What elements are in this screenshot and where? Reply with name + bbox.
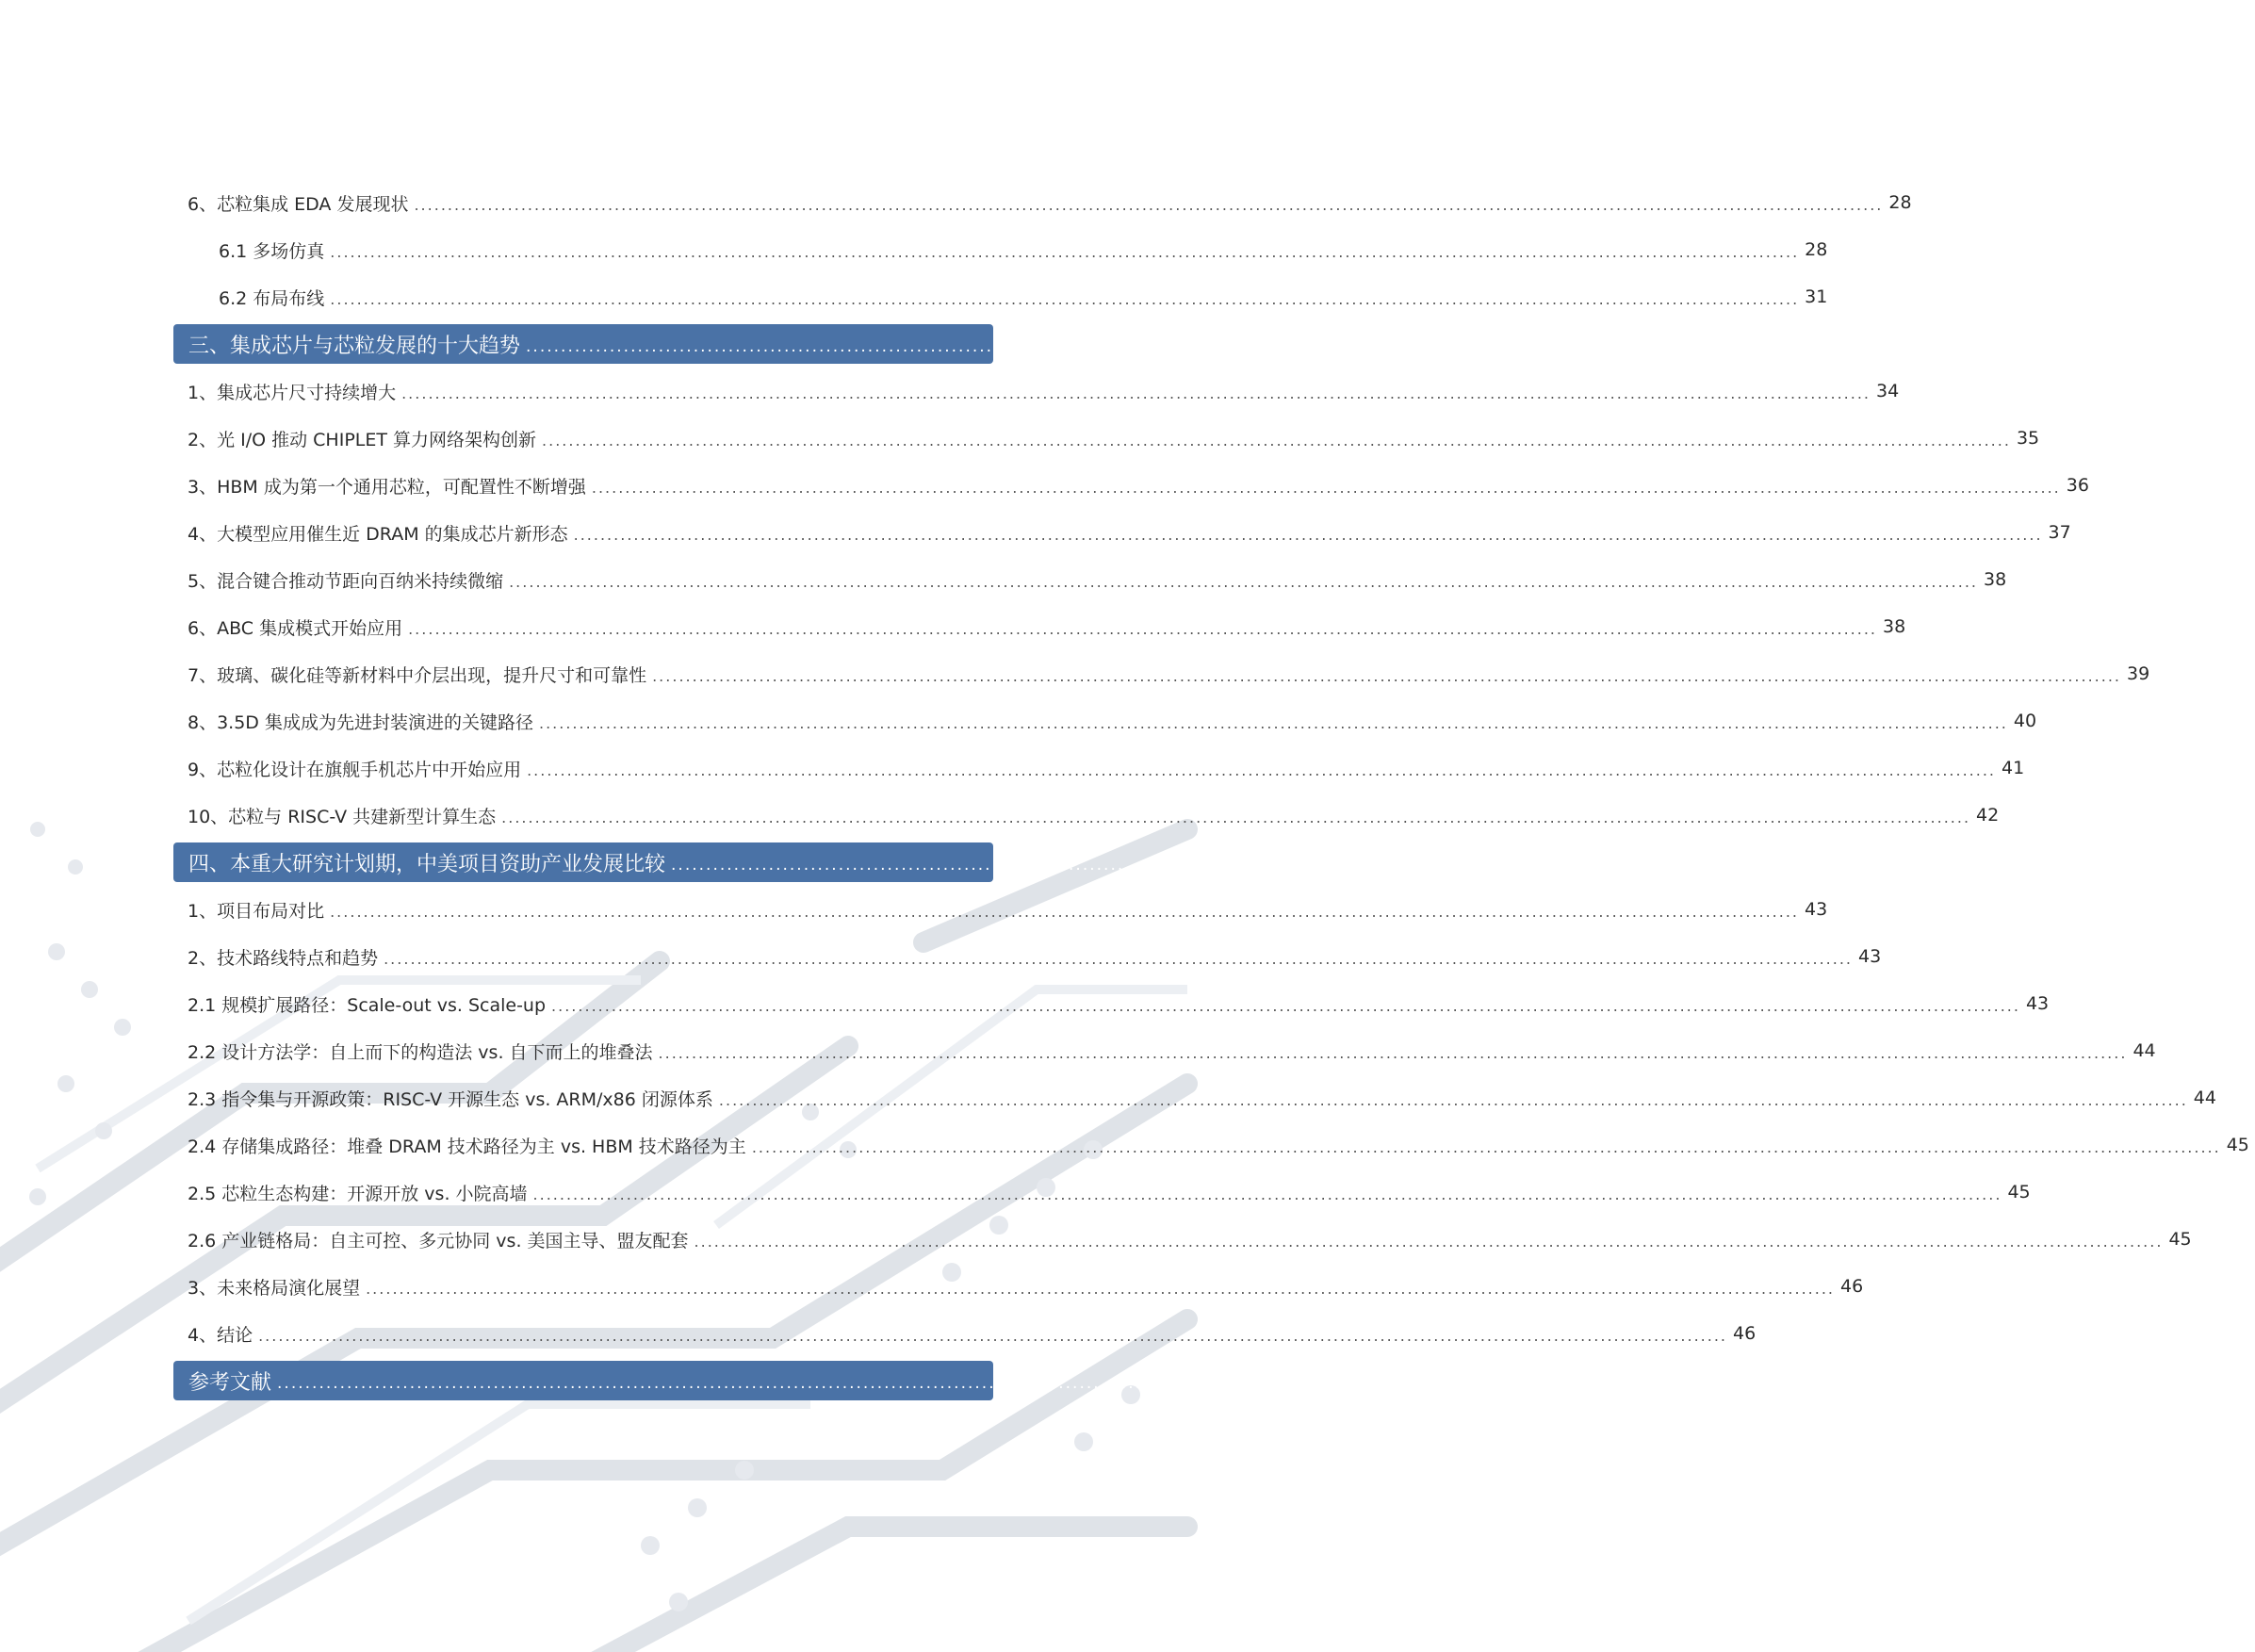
toc-entry[interactable] — [173, 1310, 1757, 1357]
toc-entry-title: 3、未来格局演化展望 — [188, 1277, 361, 1299]
toc-page-number: 47 — [1834, 1368, 1861, 1393]
toc-entry[interactable] — [173, 886, 1828, 933]
toc-entry[interactable] — [173, 1074, 2216, 1121]
toc-page-number: 43 — [1805, 899, 1828, 920]
toc-leader-dots: ............................................................................................................................................................................................................................ — [573, 526, 2043, 544]
toc-entry[interactable] — [173, 462, 2089, 509]
toc-leader-dots: ............................................................................................................................................................................................................................ — [509, 573, 1978, 591]
toc-page-number: 42 — [1976, 805, 2000, 826]
toc-leader-dots: ............................................................................................................................................................................................................................ — [384, 950, 1853, 968]
toc-entry-title: 4、大模型应用催生近 DRAM 的集成芯片新形态 — [188, 523, 568, 545]
toc-page-number: 31 — [1805, 286, 1828, 307]
toc-leader-dots: ............................................................................................................................................................................................................................ — [527, 761, 1996, 779]
toc-entry-title: 9、芯粒化设计在旗舰手机芯片中开始应用 — [188, 759, 522, 780]
toc-page-number: 38 — [1883, 616, 1906, 637]
toc-leader-dots: ............................................................................................................................................................................................................................ — [330, 903, 1799, 921]
toc-entry-title: 7、玻璃、碳化硅等新材料中介层出现，提升尺寸和可靠性 — [188, 664, 647, 686]
toc-entry[interactable] — [173, 226, 1828, 273]
toc-entry-title: 2.3 指令集与开源政策：RISC-V 开源生态 vs. ARM/x86 闭源体系 — [188, 1088, 713, 1110]
toc-page-number: 43 — [2025, 993, 2050, 1014]
toc-page-number: 41 — [2002, 758, 2025, 778]
toc-entry[interactable] — [173, 1263, 1864, 1310]
toc-entry-title: 6.1 多场仿真 — [219, 240, 325, 262]
toc-entry-title: 参考文献 — [188, 1370, 272, 1395]
toc-page-number: 28 — [1888, 192, 1912, 213]
toc-entry-title: 10、芯粒与 RISC-V 共建新型计算生态 — [188, 806, 497, 827]
toc-entry-title: 1、集成芯片尺寸持续增大 — [188, 382, 397, 403]
toc-page-number: 38 — [1984, 569, 2007, 590]
toc-leader-dots: ............................................................................................................................................................................................................................ — [542, 432, 2011, 450]
toc-page-number: 34 — [2083, 332, 2110, 356]
toc-leader-dots: ............................................................................................................................................................................................................................ — [414, 196, 1884, 214]
toc-page-number: 44 — [2132, 1040, 2156, 1061]
toc-leader-dots: ............................................................................................................................................................................................................................ — [408, 620, 1877, 638]
toc-entry-title: 8、3.5D 集成成为先进封装演进的关键路径 — [188, 712, 533, 733]
toc-entry[interactable] — [173, 744, 2025, 792]
toc-leader-dots: ............................................................................................................................................................................................................................ — [501, 809, 1971, 826]
toc-entry-title: 2、光 I/O 推动 CHIPLET 算力网络架构创新 — [188, 429, 537, 450]
table-of-contents — [173, 179, 2255, 1404]
toc-entry[interactable] — [173, 792, 2000, 839]
toc-entry[interactable] — [173, 933, 1882, 980]
toc-entry[interactable] — [173, 179, 1912, 226]
toc-entry[interactable] — [173, 509, 2071, 556]
toc-entry-title: 5、混合键合推动节距向百纳米持续微缩 — [188, 570, 504, 592]
toc-leader-dots: ............................................................................................................................................................................................................................ — [330, 243, 1800, 261]
toc-leader-dots: ............................................................................................................................................................................................................................ — [658, 1044, 2128, 1062]
toc-page-number: 40 — [2013, 711, 2037, 731]
toc-leader-dots: ............................................................................................................................................................................................................................ — [330, 290, 1800, 308]
toc-page-number: 43 — [1858, 946, 1882, 967]
toc-leader-dots: ............................................................................................................................................................................................................................ — [401, 384, 1871, 402]
toc-leader-dots: ............................................................................................................................................................................................................................ — [277, 1373, 1812, 1393]
toc-entry-title: 6、ABC 集成模式开始应用 — [188, 617, 403, 639]
toc-page-number: 43 — [2228, 850, 2255, 875]
toc-entry-title: 2.2 设计方法学：自上而下的构造法 vs. 自下而上的堆叠法 — [188, 1041, 653, 1063]
toc-leader-dots: ............................................................................................................................................................................................................................ — [694, 1233, 2164, 1251]
toc-leader-dots: ............................................................................................................................................................................................................................ — [526, 336, 2061, 356]
toc-leader-dots: ............................................................................................................................................................................................................................ — [671, 855, 2206, 875]
toc-entry[interactable] — [173, 650, 2150, 697]
toc-leader-dots: ............................................................................................................................................................................................................................ — [532, 1186, 2002, 1203]
toc-page-number: 45 — [2007, 1182, 2031, 1202]
toc-entry[interactable] — [173, 603, 1906, 650]
toc-leader-dots: ............................................................................................................................................................................................................................ — [366, 1280, 1835, 1298]
toc-page-number: 45 — [2168, 1229, 2192, 1250]
toc-entry[interactable] — [173, 1169, 2031, 1216]
toc-leader-dots: ............................................................................................................................................................................................................................ — [538, 714, 2008, 732]
toc-entry[interactable] — [173, 1216, 2192, 1263]
toc-entry-title: 2、技术路线特点和趋势 — [188, 947, 379, 969]
toc-page-number: 37 — [2048, 522, 2071, 543]
toc-entry[interactable] — [173, 1121, 2249, 1169]
toc-section-heading[interactable] — [173, 324, 2110, 364]
toc-entry-title: 2.4 存储集成路径：堆叠 DRAM 技术路径为主 vs. HBM 技术路径为主 — [188, 1136, 746, 1157]
toc-entry-title: 四、本重大研究计划期，中美项目资助产业发展比较 — [188, 852, 666, 876]
toc-page-number: 46 — [1733, 1323, 1757, 1344]
toc-page-number: 34 — [1876, 381, 1900, 401]
toc-entry[interactable] — [173, 368, 1900, 415]
toc-page-number: 46 — [1840, 1276, 1864, 1297]
toc-page-number: 36 — [2066, 475, 2089, 496]
toc-leader-dots: ............................................................................................................................................................................................................................ — [751, 1138, 2221, 1156]
toc-entry[interactable] — [173, 980, 2050, 1027]
toc-page-number: 28 — [1805, 239, 1828, 260]
toc-leader-dots: ............................................................................................................................................................................................................................ — [258, 1327, 1727, 1345]
toc-entry[interactable] — [173, 415, 2040, 462]
toc-page-number: 39 — [2127, 663, 2150, 684]
toc-entry-title: 1、项目布局对比 — [188, 900, 325, 922]
toc-leader-dots: ............................................................................................................................................................................................................................ — [652, 667, 2121, 685]
toc-entry[interactable] — [173, 556, 2007, 603]
toc-entry-title: 2.6 产业链格局：自主可控、多元协同 vs. 美国主导、盟友配套 — [188, 1230, 689, 1251]
toc-entry[interactable] — [173, 273, 1828, 320]
toc-page-number: 44 — [2193, 1088, 2216, 1108]
toc-entry-title: 4、结论 — [188, 1324, 253, 1346]
toc-entry-title: 2.1 规模扩展路径：Scale-out vs. Scale-up — [188, 994, 547, 1016]
toc-page-number: 45 — [2226, 1135, 2249, 1155]
toc-entry-title: 6.2 布局布线 — [219, 287, 325, 309]
toc-section-heading[interactable] — [173, 1361, 1861, 1400]
toc-entry[interactable] — [173, 697, 2037, 744]
toc-page-number: 35 — [2016, 428, 2040, 449]
toc-leader-dots: ............................................................................................................................................................................................................................ — [591, 479, 2061, 497]
toc-entry[interactable] — [173, 1027, 2156, 1074]
toc-section-heading[interactable] — [173, 842, 2255, 882]
toc-entry-title: 3、HBM 成为第一个通用芯粒，可配置性不断增强 — [188, 476, 586, 498]
toc-entry-title: 2.5 芯粒生态构建：开源开放 vs. 小院高墙 — [188, 1183, 528, 1204]
toc-entry-title: 三、集成芯片与芯粒发展的十大趋势 — [188, 334, 521, 358]
toc-leader-dots: ............................................................................................................................................................................................................................ — [718, 1091, 2188, 1109]
toc-entry-title: 6、芯粒集成 EDA 发展现状 — [188, 193, 409, 215]
toc-leader-dots: ............................................................................................................................................................................................................................ — [551, 997, 2020, 1015]
